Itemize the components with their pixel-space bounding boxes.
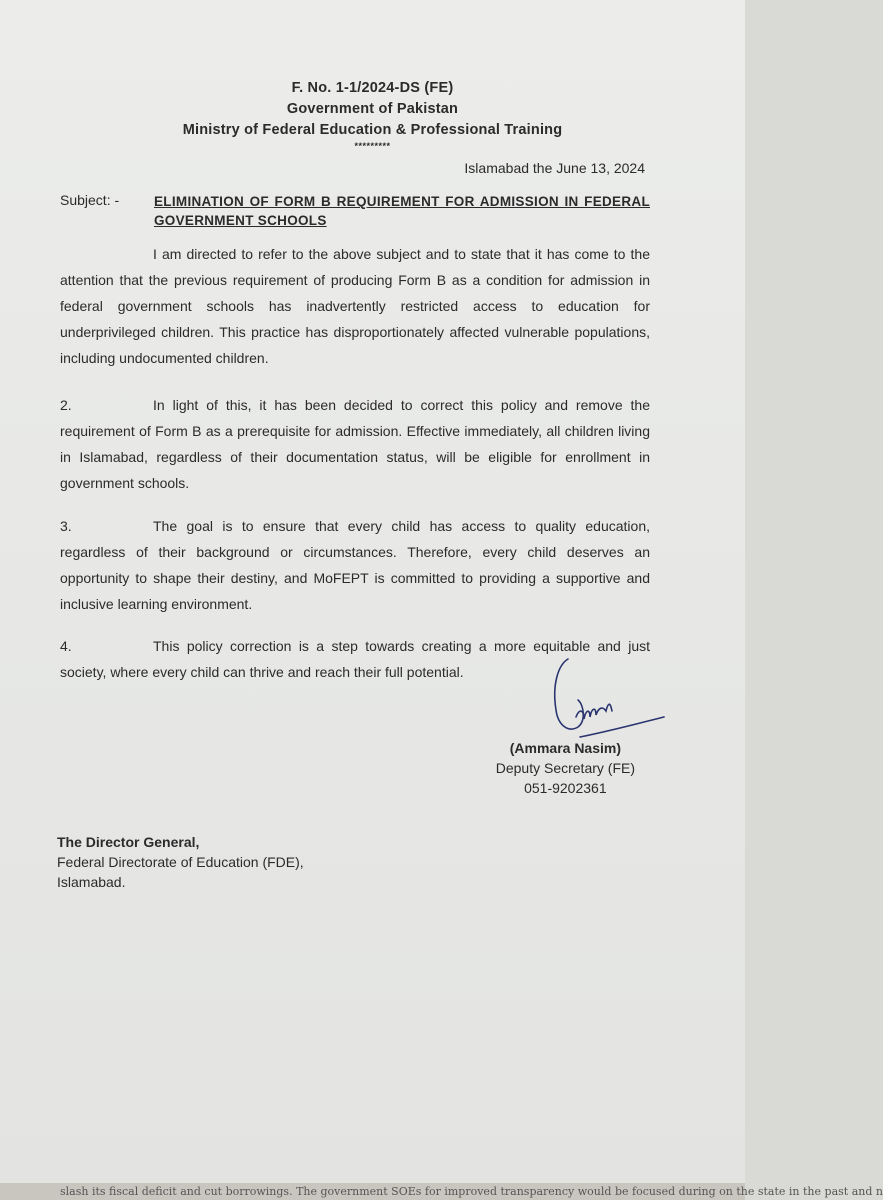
subject-text: ELIMINATION OF FORM B REQUIREMENT FOR ADMISSION IN FEDERAL GOVERNMENT SCHOOLS xyxy=(154,194,650,228)
ministry-title: Ministry of Federal Education & Professional Training xyxy=(182,122,563,138)
file-number: F. No. 1-1/2024-DS (FE) xyxy=(291,80,454,96)
recipient-org: Federal Directorate of Education (FDE), xyxy=(57,854,304,870)
signatory-designation: Deputy Secretary (FE) xyxy=(495,760,635,776)
paragraph-3-number: 3. xyxy=(60,518,72,534)
paragraph-2-number: 2. xyxy=(60,397,72,413)
paragraph-4-text: This policy correction is a step towards creating a more equitable and just society, where every child can thrive and reach their full potential. xyxy=(60,638,650,680)
recipient-city: Islamabad. xyxy=(57,874,126,890)
date-line: Islamabad the June 13, 2024 xyxy=(464,160,645,176)
recipient-block xyxy=(57,832,304,892)
paragraph-2 xyxy=(60,392,650,496)
signature-block xyxy=(496,738,635,798)
paragraph-4-number: 4. xyxy=(60,638,72,654)
signatory-phone: 051-9202361 xyxy=(524,780,607,796)
signatory-name: (Ammara Nasim) xyxy=(509,740,621,756)
government-title: Government of Pakistan xyxy=(286,101,459,117)
paragraph-1 xyxy=(60,241,650,371)
newspaper-text: slash its fiscal deficit and cut borrowings. The government SOEs for improved transparency would be focused during on the state in the past and n xyxy=(60,1185,883,1198)
paragraph-1-text: I am directed to refer to the above subject and to state that it has come to the attention that the previous requirement of producing Form B as a condition for admission in federal government schools has inadvertently restricted access to education for underprivileged children. This practice has disproportionately affected vulnerable populations, including undocumented children. xyxy=(60,246,650,366)
header-stars-divider: ********* xyxy=(354,141,391,151)
background-newspaper-strip xyxy=(0,1183,883,1200)
paragraph-2-text: In light of this, it has been decided to correct this policy and remove the requirement of Form B as a prerequisite for admission. Effective immediately, all children living in Islamabad, regardless of their documentation status, will be eligible for enrollment in government schools. xyxy=(60,397,650,491)
paragraph-3 xyxy=(60,513,650,617)
subject-label: Subject: - xyxy=(60,192,120,208)
recipient-title: The Director General, xyxy=(57,834,200,850)
paragraph-3-text: The goal is to ensure that every child has access to quality education, regardless of their background or circumstances. Therefore, every child deserves an opportunity to shape their destiny, and MoFEPT is committed to providing a supportive and inclusive learning environment. xyxy=(60,518,650,612)
